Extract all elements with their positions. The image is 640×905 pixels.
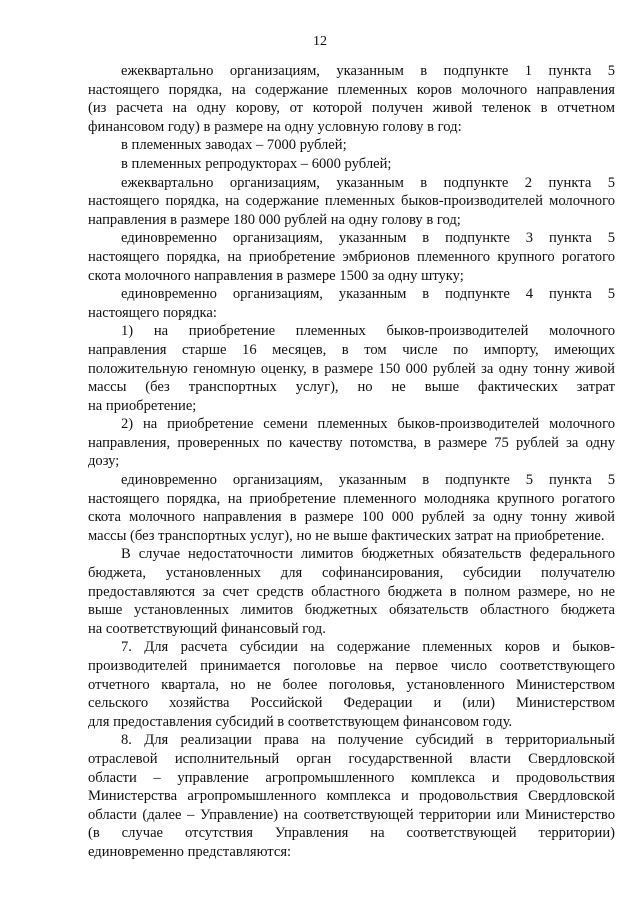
text-line: настоящего порядка, на содержание племенных быков-производителей молочного (88, 193, 615, 210)
text-line: производителей принимается поголовье на первое число соответствующего (88, 658, 615, 674)
text-line: на соответствующий финансовый год. (88, 620, 326, 637)
text-line: отчетного квартала, но не более поголовья, установленного Министерством (88, 676, 615, 693)
text-line: единовременно организациям, указанным в подпункте 4 пункта 5 (121, 286, 615, 303)
paragraph (88, 415, 615, 471)
text-line: 7. Для расчета субсидии на содержание племенных коров и быков- (121, 639, 615, 656)
page-number: 12 (313, 34, 327, 49)
text-line: скота молочного направления в размере 100 000 рублей за одну тонну живой (88, 509, 615, 526)
text-line: отраслевой исполнительный орган государственной власти Свердловской (88, 750, 615, 767)
text-line: бюджета, установленных для софинансирования, субсидии получателю (88, 565, 615, 582)
text-line: единовременно организациям, указанным в подпункте 5 пункта 5 (121, 472, 615, 489)
text-line: в племенных репродукторах – 6000 рублей; (121, 155, 392, 172)
text-line: в племенных заводах – 7000 рублей; (121, 137, 347, 154)
text-line: направления в размере 180 000 рублей на одну голову в год; (88, 211, 461, 228)
text-line: массы (без транспортных услуг), но не выше фактических затрат (88, 379, 615, 396)
text-line: В случае недостаточности лимитов бюджетных обязательств федерального (121, 546, 615, 563)
text-line: (в случае отсутствия Управления на соответствующей территории) (88, 825, 615, 842)
text-line: для предоставления субсидий в соответствующем финансовом году. (88, 713, 513, 730)
text-line: положительную геномную оценку, в размере 150 000 рублей за одну тонну живой (88, 360, 615, 377)
paragraph (88, 638, 615, 731)
text-line: (из расчета на одну корову, от которой получен живой теленок в отчетном (88, 100, 615, 117)
text-line: сельского хозяйства Российской Федерации и (или) Министерством (88, 695, 615, 712)
document-body (88, 62, 615, 862)
text-line: направления, проверенных по качеству потомства, в размере 75 рублей за одну (88, 434, 615, 451)
text-line: настоящего порядка, на содержание племенных коров молочного направления (88, 81, 615, 98)
paragraph (88, 155, 615, 174)
text-line: предоставляются за счет средств областного бюджета в полном размере, но не (88, 583, 615, 600)
text-line: направления старше 16 месяцев, в том числе по импорту, имеющих (88, 341, 615, 358)
text-line: выше установленных лимитов бюджетных обязательств областного бюджета (88, 602, 615, 619)
text-line: области – управление агропромышленного комплекса и продовольствия (88, 769, 615, 786)
text-line: дозу; (88, 453, 120, 470)
text-line: единовременно представляются: (88, 843, 292, 860)
paragraph (88, 229, 615, 285)
paragraph (88, 174, 615, 230)
text-line: 2) на приобретение семени племенных быков-производителей молочного (121, 416, 615, 433)
paragraph (88, 136, 615, 155)
text-line: ежеквартально организациям, указанным в подпункте 2 пункта 5 (121, 174, 615, 191)
text-line: единовременно организациям, указанным в подпункте 3 пункта 5 (121, 230, 615, 247)
text-line: настоящего порядка: (88, 304, 217, 321)
text-line: массы (без транспортных услуг), но не выше фактических затрат на приобретение. (88, 527, 605, 544)
paragraph (88, 545, 615, 638)
paragraph (88, 731, 615, 861)
text-line: настоящего порядка, на приобретение племенного молодняка крупного рогатого (88, 490, 615, 507)
text-line: ежеквартально организациям, указанным в подпункте 1 пункта 5 (121, 63, 615, 79)
paragraph (88, 285, 615, 322)
paragraph (88, 471, 615, 545)
text-line: 1) на приобретение племенных быков-производителей молочного (121, 323, 615, 340)
text-line: Министерства агропромышленного комплекса и продовольствия Свердловской (88, 788, 615, 805)
text-line: 8. Для реализации права на получение субсидий в территориальный (121, 732, 615, 749)
paragraph (88, 322, 615, 415)
text-line: области (далее – Управление) на соответствующей территории или Министерство (88, 806, 615, 823)
paragraph (88, 62, 615, 136)
text-line: на приобретение; (88, 397, 197, 414)
text-line: скота молочного направления в размере 1500 за одну штуку; (88, 267, 464, 284)
text-line: настоящего порядка, на приобретение эмбрионов племенного крупного рогатого (88, 248, 615, 265)
text-line: финансовом году) в размере на одну условную голову в год: (88, 118, 462, 135)
